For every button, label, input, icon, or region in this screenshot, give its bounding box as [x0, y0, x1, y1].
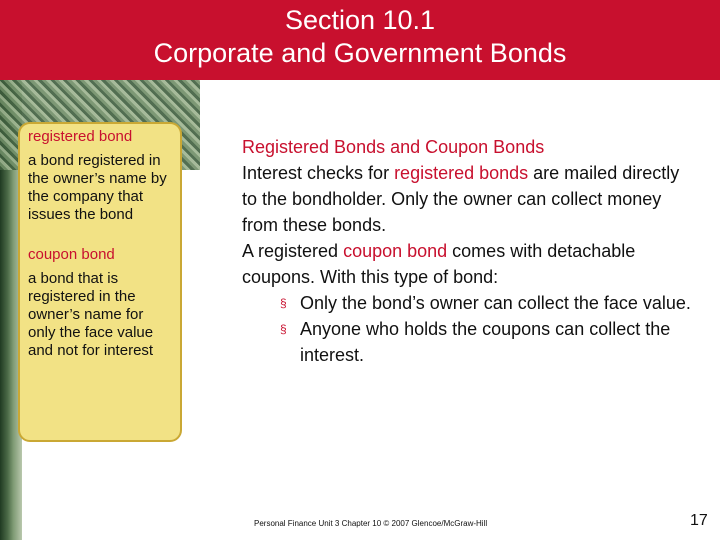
text: are mailed directly to the bondholder. Only the owner can collect money from these bonds. [242, 163, 680, 235]
main-content [242, 134, 694, 368]
bullet-text: Only the bond’s owner can collect the face value. [300, 293, 691, 313]
title-line-1: Section 10.1 [284, 5, 436, 35]
title-line-2: Corporate and Government Bonds [153, 38, 567, 68]
definition-registered-bond: a bond registered in the owner’s name by the company that issues the bond [28, 152, 167, 223]
paragraph-registered [242, 160, 694, 238]
definition-coupon-bond: a bond that is registered in the owner’s name for only the face value and not for interest [28, 270, 154, 359]
header-bar [0, 0, 720, 80]
term-coupon-bond: coupon bond [28, 246, 115, 263]
bullet-item [242, 290, 694, 316]
highlight-coupon-bond: coupon bond [343, 241, 448, 261]
text: comes with detachable coupons. With this type of bond: [242, 241, 636, 287]
bullet-item [242, 316, 694, 368]
main-heading: Registered Bonds and Coupon Bonds [242, 137, 545, 157]
bullet-icon: § [280, 322, 287, 336]
page-number: 17 [690, 512, 708, 529]
key-terms-box [18, 122, 182, 442]
slide-title [0, 4, 720, 70]
text: Interest checks for [242, 163, 395, 183]
text: A registered [242, 241, 344, 261]
paragraph-coupon [242, 238, 694, 290]
bullet-text: Anyone who holds the coupons can collect the interest. [300, 319, 671, 365]
footer-credit: Personal Finance Unit 3 Chapter 10 © 2007 Glencoe/McGraw-Hill [254, 519, 488, 528]
term-registered-bond: registered bond [28, 128, 133, 145]
bullet-icon: § [280, 296, 287, 310]
highlight-registered-bonds: registered bonds [394, 163, 529, 183]
